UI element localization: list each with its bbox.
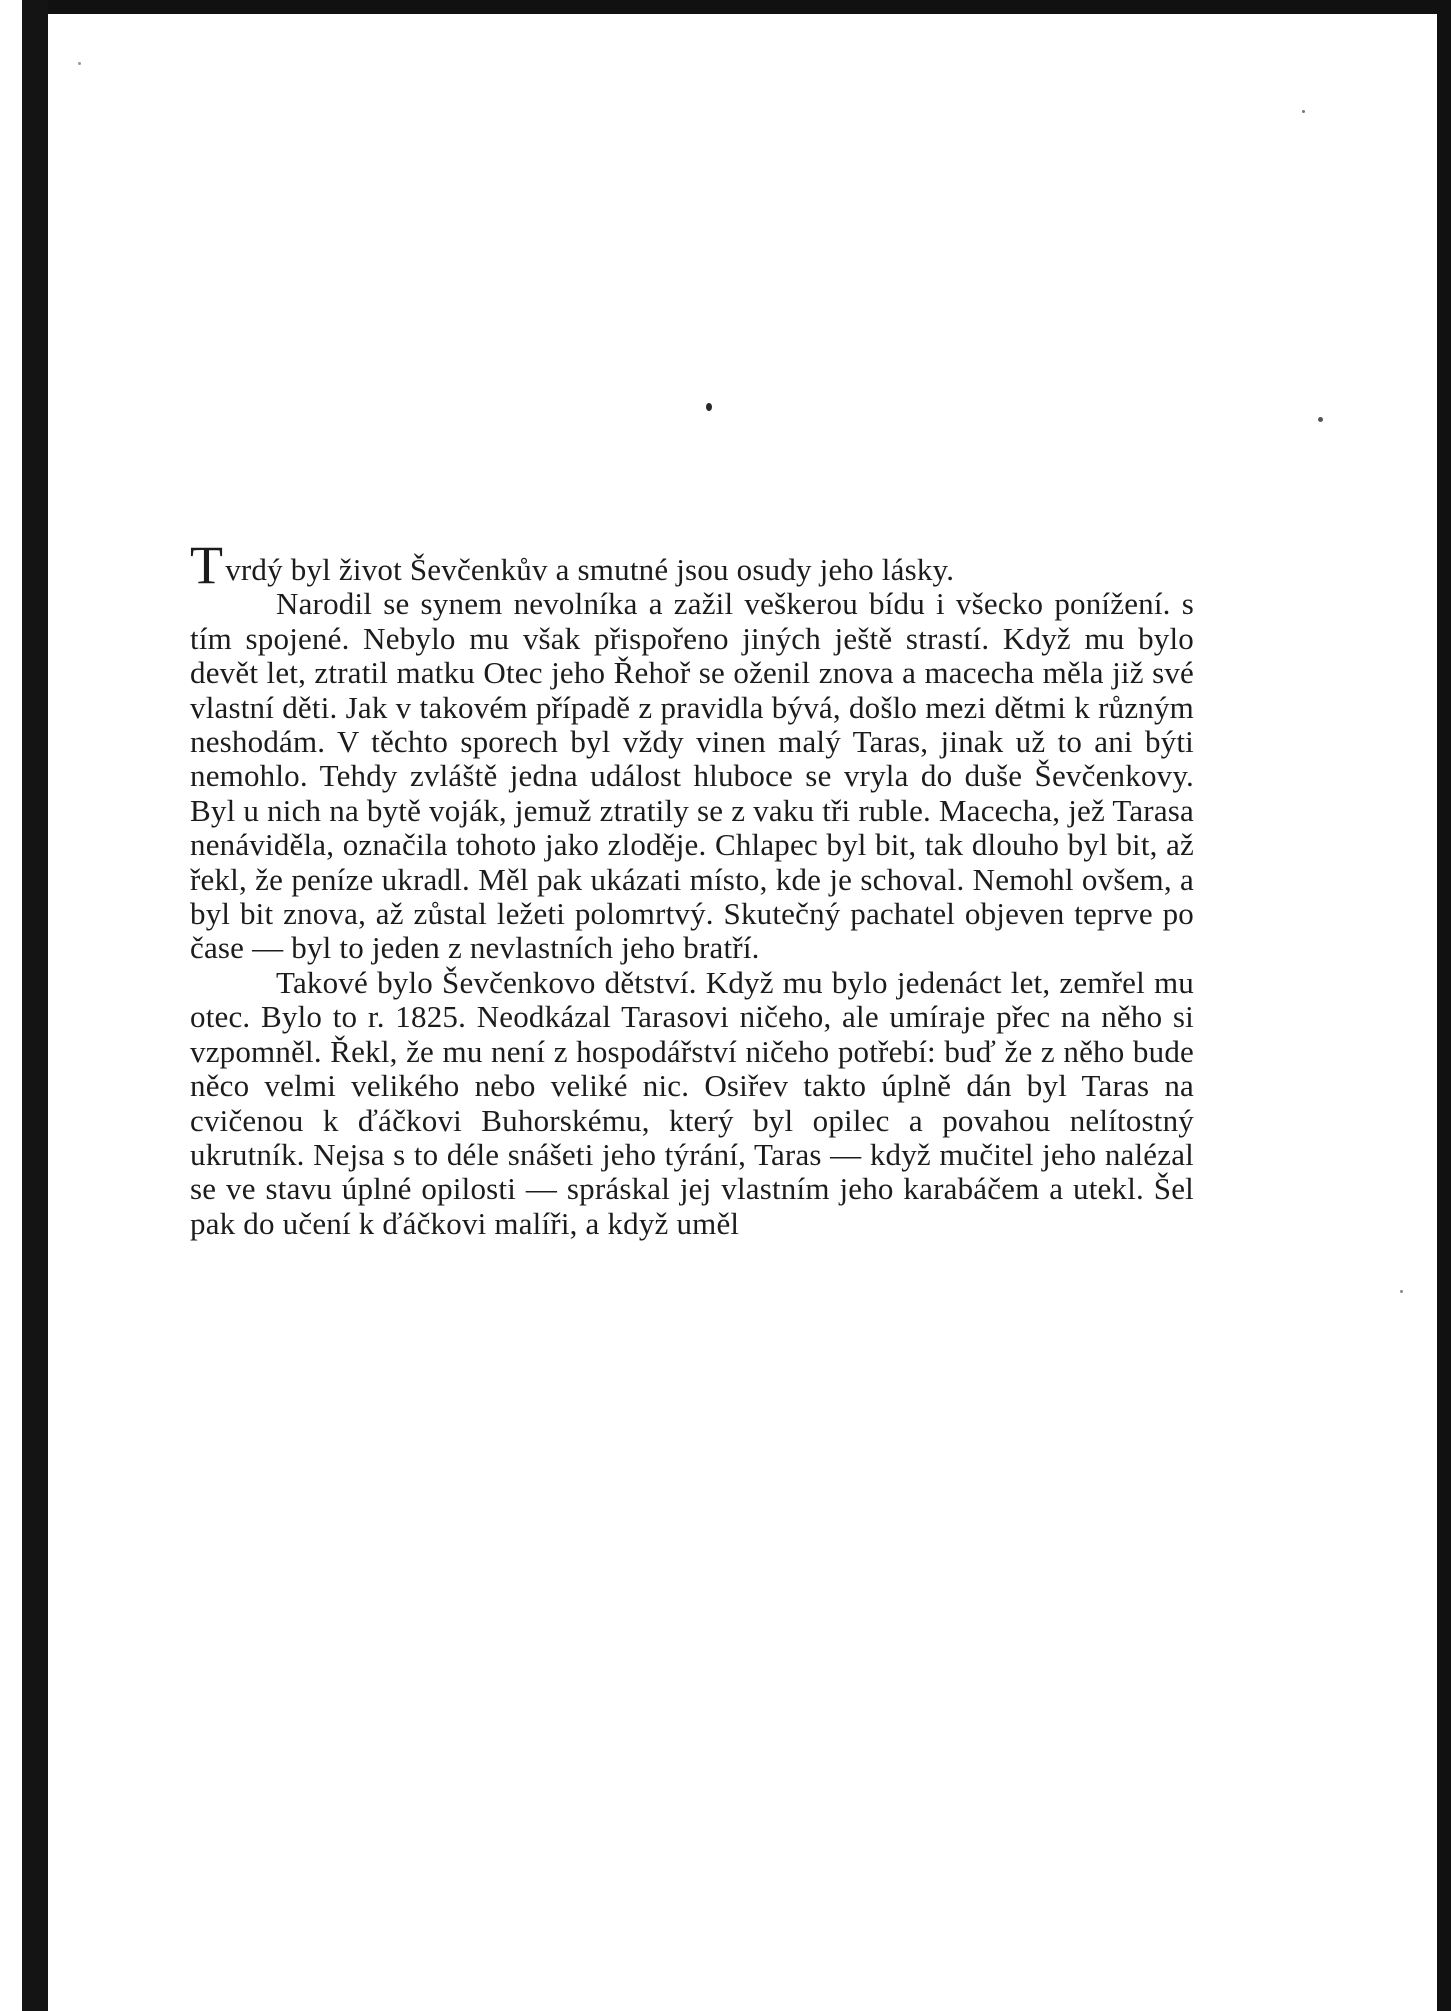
- paragraph-1-text: vrdý byl život Ševčenkův a smutné jsou osudy jeho lásky.: [225, 552, 955, 587]
- ink-speck: [78, 62, 81, 65]
- ink-speck: [1302, 110, 1305, 113]
- ink-speck: [1318, 417, 1323, 422]
- page-body-text: [190, 535, 1194, 1241]
- paragraph-2: Narodil se synem nevolníka a zažil veškerou bídu i všecko ponížení. s tím spojené. Nebylo mu však přispořeno jiných ještě strastí. Když mu bylo devět let, ztratil matku Otec jeho Řehoř se oženil znova a macecha měla již své vlastní děti. Jak v takovém případě z pravidla bývá, došlo mezi dětmi k různým neshodám. V těchto sporech byl vždy vinen malý Taras, jinak už to ani býti nemohlo. Tehdy zvláště jedna událost hluboce se vryla do duše Ševčenkovy. Byl u nich na bytě voják, jemuž ztratily se z vaku tři ruble. Macecha, jež Tarasa nenáviděla, označila tohoto jako zloděje. Chlapec byl bit, tak dlouho byl bit, až řekl, že peníze ukradl. Měl pak ukázati místo, kde je schoval. Nemohl ovšem, a byl bit znova, až zůstal ležeti polomrtvý. Skutečný pachatel objeven teprve po čase — byl to jeden z nevlastních jeho bratří.: [190, 586, 1194, 966]
- scan-border-left: [22, 0, 48, 2011]
- scan-margin-left: [0, 0, 22, 2011]
- drop-cap-initial: T: [190, 535, 224, 595]
- scan-border-top: [0, 0, 1451, 14]
- scan-border-right: [1437, 0, 1451, 2011]
- ink-speck: [1400, 1290, 1403, 1293]
- paragraph-1: [190, 535, 1194, 595]
- ink-speck: [706, 403, 712, 411]
- paragraph-3: Takové bylo Ševčenkovo dětství. Když mu bylo jedenáct let, zemřel mu otec. Bylo to r. 1825. Neodkázal Tarasovi ničeho, ale umíraje přec na něho si vzpomněl. Řekl, že mu není z hospodářství ničeho potřebí: buď že z něho bude něco velmi velikého nebo veliké nic. Osiřev takto úplně dán byl Taras na cvičenou k ďáčkovi Buhorskému, který byl opilec a povahou nelítostný ukrutník. Nejsa s to déle snášeti jeho týrání, Taras — když mučitel jeho nalézal se ve stavu úplné opilosti — spráskal jej vlastním jeho karabáčem a utekl. Šel pak do učení k ďáčkovi malíři, a když uměl: [190, 964, 1194, 1241]
